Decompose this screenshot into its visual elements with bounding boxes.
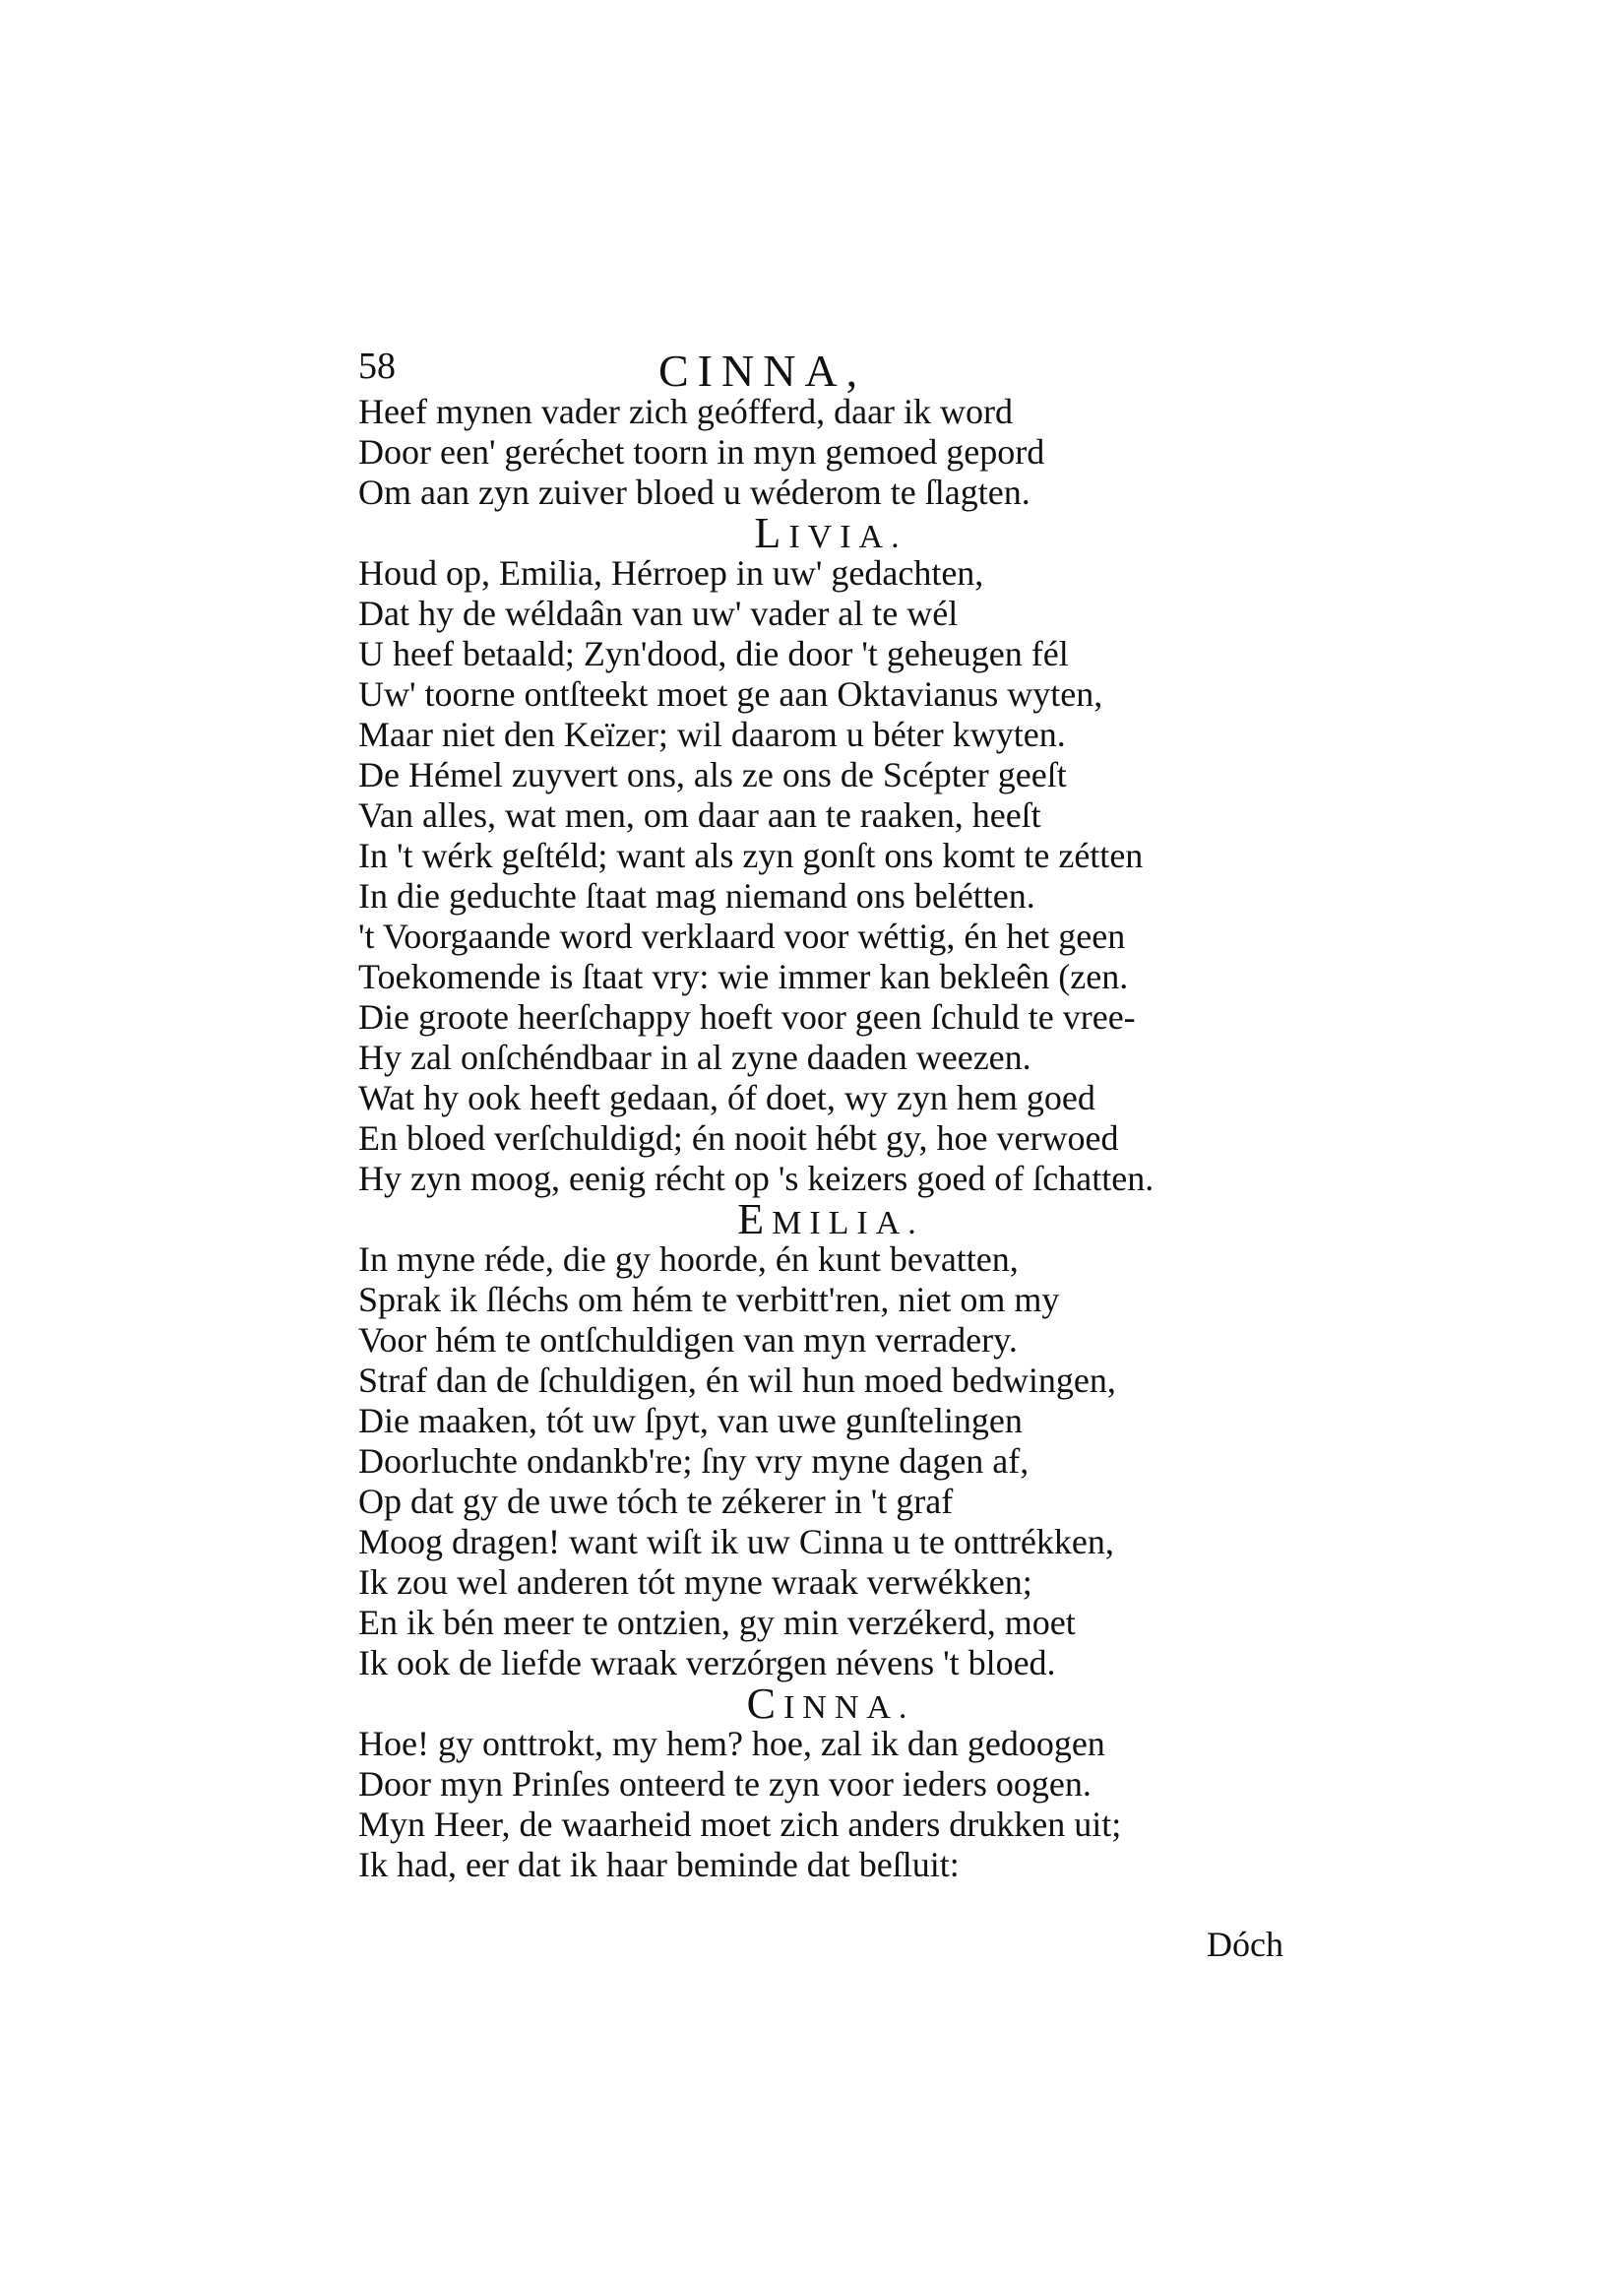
verse-line: Om aan zyn zuiver bloed u wéderom te ſlagten. — [358, 473, 1031, 512]
verse-line: Myn Heer, de waarheid moet zich anders drukken uit; — [358, 1805, 1122, 1844]
verse-line: Hy zyn moog, eenig récht op 's keizers goed of ſchatten. — [358, 1159, 1155, 1198]
verse-line: Sprak ik ſléchs om hém te verbitt'ren, niet om my — [358, 1280, 1060, 1319]
speaker-initial: L — [754, 509, 789, 557]
verse-text — [358, 392, 1303, 1885]
verse-line: Doorluchte ondankb're; ſny vry myne dagen af, — [358, 1441, 1030, 1481]
verse-line: Moog dragen! want wiſt ik uw Cinna u te onttrékken, — [358, 1522, 1114, 1561]
verse-line: Ik ook de liefde wraak verzórgen névens 't bloed. — [358, 1643, 1056, 1682]
verse-line: Door myn Prinſes onteerd te zyn voor ieders oogen. — [358, 1764, 1092, 1804]
verse-line: Maar niet den Keïzer; wil daarom u béter kwyten. — [358, 715, 1066, 754]
verse-line: Uw' toorne ontſteekt moet ge aan Oktavianus wyten, — [358, 674, 1103, 714]
verse-line: Die maaken, tót uw ſpyt, van uwe gunſtelingen — [358, 1401, 1023, 1440]
verse-line: Ik zou wel anderen tót myne wraak verwékken; — [358, 1562, 1032, 1602]
verse-line: In 't wérk geſtéld; want als zyn gonſt ons komt te zétten — [358, 836, 1144, 875]
verse-line: Dat hy de wéldaân van uw' vader al te wél — [358, 594, 959, 633]
speaker-name-rest: INNA. — [782, 1689, 915, 1726]
speaker-heading — [358, 1195, 1303, 1243]
speaker-heading — [358, 1679, 1303, 1728]
verse-line: In myne réde, die gy hoorde, én kunt bevatten, — [358, 1239, 1019, 1279]
verse-line: Ik had, eer dat ik haar beminde dat beſluit: — [358, 1845, 960, 1884]
verse-line: 't Voorgaande word verklaard voor wéttig, én het geen — [358, 917, 1126, 956]
speaker-initial: E — [737, 1195, 773, 1243]
speaker-initial: C — [746, 1679, 783, 1728]
verse-line: Door een' geréchet toorn in myn gemoed gepord — [358, 432, 1045, 472]
verse-line: Hoe! gy onttrokt, my hem? hoe, zal ik dan gedoogen — [358, 1724, 1105, 1763]
catchword: Dóch — [1207, 1925, 1283, 1964]
verse-line: Toekomende is ſtaat vry: wie immer kan bekleên (zen. — [358, 957, 1129, 996]
verse-line: Heef mynen vader zich geófferd, daar ik word — [358, 392, 1014, 431]
speaker-heading — [358, 509, 1303, 557]
running-title: CINNA, — [658, 346, 867, 396]
speaker-name-rest: MILIA. — [772, 1205, 924, 1241]
verse-line: En ik bén meer te ontzien, gy min verzékerd, moet — [358, 1603, 1076, 1642]
verse-line: De Hémel zuyvert ons, als ze ons de Scépter geeſt — [358, 755, 1067, 794]
verse-line: En bloed verſchuldigd; én nooit hébt gy, hoe verwoed — [358, 1118, 1119, 1158]
verse-line: Van alles, wat men, om daar aan te raaken, heeſt — [358, 795, 1041, 835]
verse-line: Die groote heerſchappy hoeft voor geen ſchuld te vree- — [358, 997, 1136, 1037]
verse-line: In die geduchte ſtaat mag niemand ons belétten. — [358, 876, 1035, 916]
speaker-name-rest: IVIA. — [788, 519, 907, 555]
verse-line: Houd op, Emilia, Hérroep in uw' gedachten, — [358, 553, 984, 593]
verse-line: Wat hy ook heeft gedaan, óf doet, wy zyn hem goed — [358, 1078, 1095, 1117]
verse-line: Hy zal onſchéndbaar in al zyne daaden weezen. — [358, 1038, 1031, 1077]
verse-line: Voor hém te ontſchuldigen van myn verradery. — [358, 1320, 1018, 1360]
verse-line: Op dat gy de uwe tóch te zékerer in 't graf — [358, 1482, 954, 1521]
verse-line: U heef betaald; Zyn'dood, die door 't geheugen fél — [358, 634, 1069, 673]
verse-line: Straf dan de ſchuldigen, én wil hun moed bedwingen, — [358, 1361, 1116, 1400]
page-number: 58 — [358, 346, 396, 387]
